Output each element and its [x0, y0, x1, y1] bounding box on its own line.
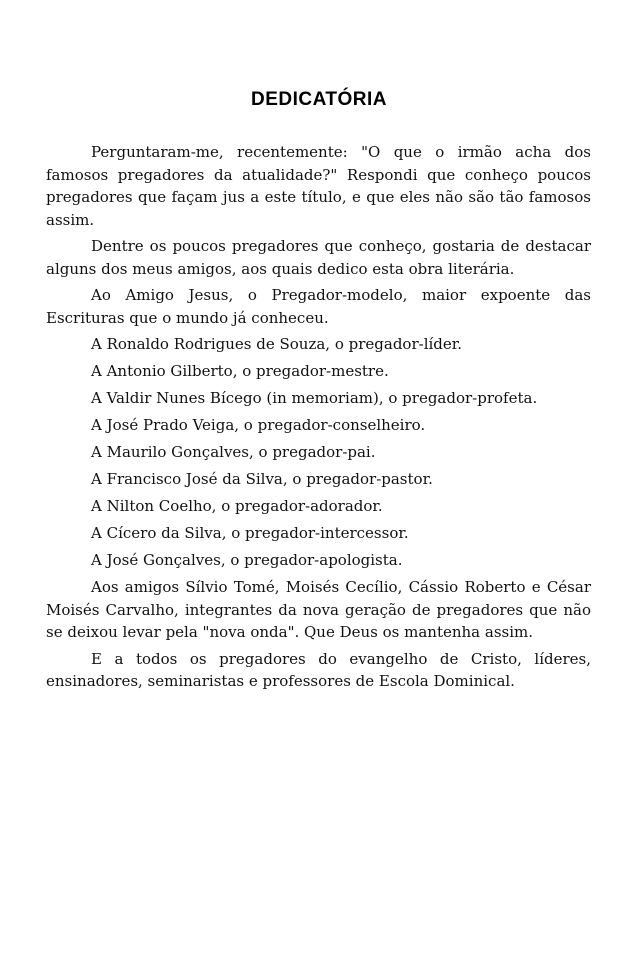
dedication-line: A Ronaldo Rodrigues de Souza, o pregador-líder. — [91, 335, 463, 353]
dedication-line: A Francisco José da Silva, o pregador-pastor. — [91, 470, 433, 488]
dedication-line: A José Prado Veiga, o pregador-conselheiro. — [91, 416, 426, 434]
paragraph-jesus: Ao Amigo Jesus, o Pregador-modelo, maior expoente das Escrituras que o mundo já conheceu. — [46, 286, 591, 327]
document-body — [46, 141, 591, 697]
dedication-line: A Maurilo Gonçalves, o pregador-pai. — [91, 443, 376, 461]
dedication-line: A Antonio Gilberto, o pregador-mestre. — [91, 362, 389, 380]
paragraph-all-preachers: E a todos os pregadores do evangelho de Cristo, líderes, ensinadores, seminaristas e professores de Escola Dominical. — [46, 649, 591, 690]
paragraph-new-generation: Aos amigos Sílvio Tomé, Moisés Cecílio, Cássio Roberto e César Moisés Carvalho, integrantes da nova geração de pregadores que não se deixou levar pela "nova onda". Que Deus os mantenha assim. — [46, 578, 591, 641]
paragraph-intro: Perguntaram-me, recentemente: "O que o irmão acha dos famosos pregadores da atualidade?" Respondi que conheço poucos pregadores que façam jus a este título, e que eles não são tão famosos assim. — [46, 143, 591, 229]
page-title: DEDICATÓRIA — [250, 89, 388, 110]
dedication-line: A Cícero da Silva, o pregador-intercessor. — [91, 524, 409, 542]
dedication-line: A Nilton Coelho, o pregador-adorador. — [91, 497, 383, 515]
dedication-line: A Valdir Nunes Bícego (in memoriam), o pregador-profeta. — [91, 389, 538, 407]
paragraph-friends: Dentre os poucos pregadores que conheço, gostaria de destacar alguns dos meus amigos, aos quais dedico esta obra literária. — [46, 237, 591, 278]
dedication-line: A José Gonçalves, o pregador-apologista. — [91, 551, 403, 569]
